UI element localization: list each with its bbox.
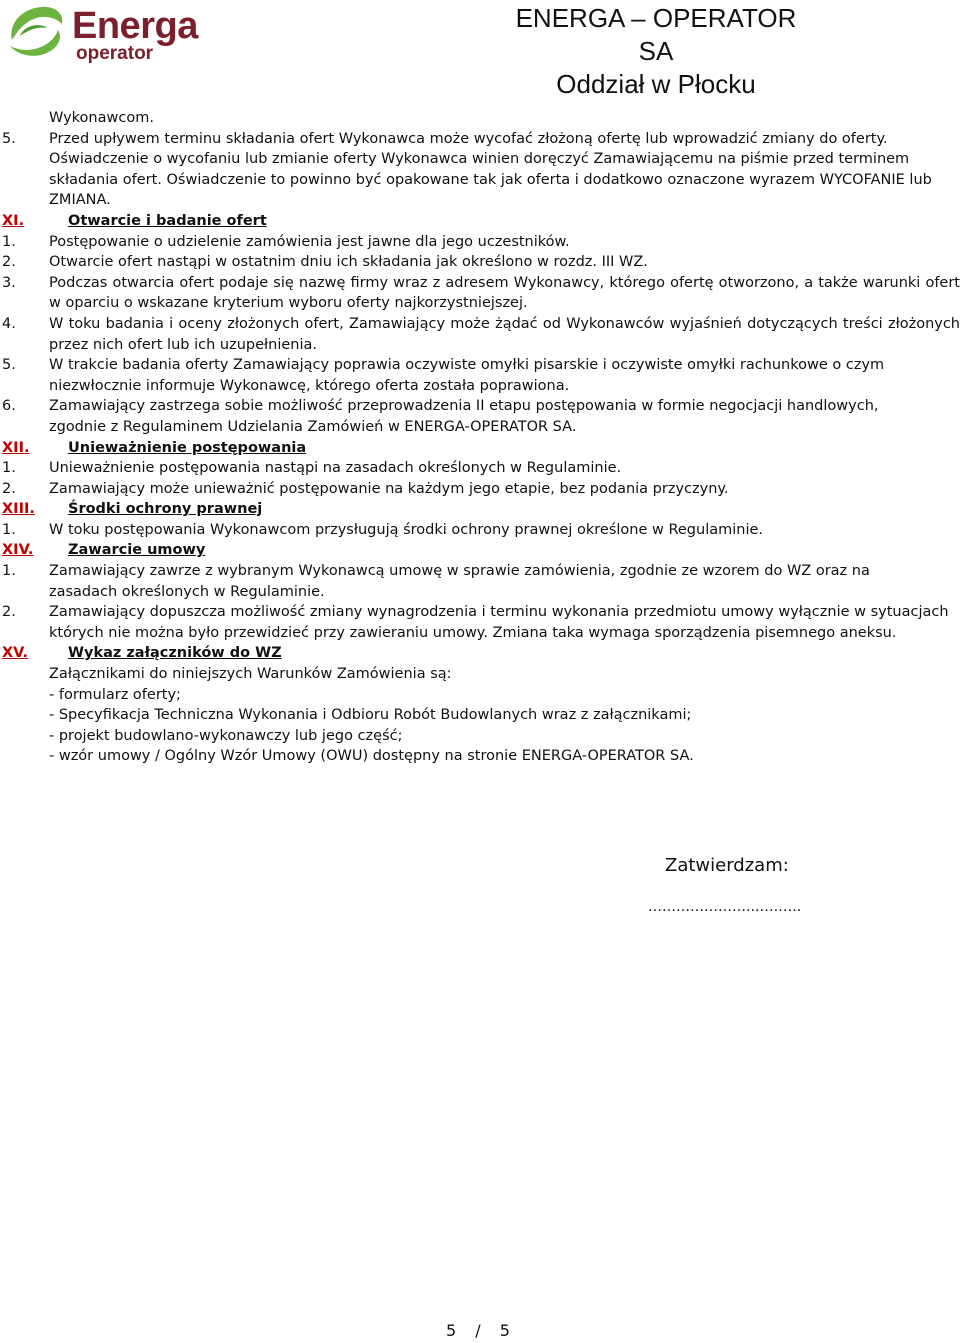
list-item xyxy=(0,355,960,396)
section-heading xyxy=(0,643,960,664)
list-number: 2. xyxy=(2,480,16,497)
list-number: 1. xyxy=(2,563,16,580)
energa-swirl-icon xyxy=(4,2,70,66)
paragraph xyxy=(0,149,960,211)
list-text: Przed upływem terminu składania ofert Wykonawca może wycofać złożoną ofertę lub wprowadzić zmiany do oferty. xyxy=(49,130,888,147)
list-text: W trakcie badania oferty Zamawiający poprawia oczywiste omyłki pisarskie i oczywiste omyłki rachunkowe o czym niezwłocznie informuje Wykonawcę, którego oferta została poprawiona. xyxy=(49,357,885,394)
list-number: 1. xyxy=(2,521,16,538)
list-text: Unieważnienie postępowania nastąpi na zasadach określonych w Regulaminie. xyxy=(49,460,622,477)
paragraph xyxy=(0,664,960,685)
paragraph-text: Oświadczenie o wycofaniu lub zmianie oferty Wykonawca winien doręczyć Zamawiającemu na piśmie przed terminem składania ofert. Oświadczenie to powinno być opakowane tak jak oferta i dodatkowo oznaczone wyrazem WYCOFANIE lub ZMIANA. xyxy=(49,151,932,209)
section-number: XV. xyxy=(2,645,29,662)
list-item xyxy=(0,252,960,273)
section-title: Zawarcie umowy xyxy=(68,542,206,559)
list-item xyxy=(0,726,960,747)
list-text: Zamawiający zastrzega sobie możliwość przeprowadzenia II etapu postępowania w formie negocjacji handlowych, zgodnie z Regulaminem Udzielania Zamówień w ENERGA-OPERATOR SA. xyxy=(49,398,879,435)
list-number: 5. xyxy=(2,130,16,147)
document-body xyxy=(0,108,960,767)
list-item xyxy=(0,602,960,643)
section-heading xyxy=(0,540,960,561)
logo-subtitle: operator xyxy=(76,43,154,64)
attachments-intro: Załącznikami do niniejszych Warunków Zamówienia są: xyxy=(49,666,452,683)
section-number: XII. xyxy=(2,439,30,456)
list-number: 1. xyxy=(2,460,16,477)
section-number: XIII. xyxy=(2,501,35,518)
list-item xyxy=(0,746,960,767)
list-item xyxy=(0,273,960,314)
list-number: 2. xyxy=(2,254,16,271)
attachment-item: - wzór umowy / Ogólny Wzór Umowy (OWU) dostępny na stronie ENERGA-OPERATOR SA. xyxy=(49,748,694,765)
list-text: Podczas otwarcia ofert podaje się nazwę firmy wraz z adresem Wykonawcy, którego ofertę otworzono, a także warunki ofert w oparciu o wskazane kryterium wyboru oferty najkorzystniejszej. xyxy=(49,274,960,312)
list-item xyxy=(0,232,960,253)
list-number: 3. xyxy=(2,274,16,291)
paragraph xyxy=(0,108,960,129)
energa-operator-logo xyxy=(4,2,204,68)
section-title: Wykaz załączników do WZ xyxy=(68,645,282,662)
list-text: Otwarcie ofert nastąpi w ostatnim dniu ich składania jak określono w rozdz. III WZ. xyxy=(49,254,648,271)
company-name: ENERGA – OPERATOR SA xyxy=(515,3,797,66)
section-number: XIV. xyxy=(2,542,34,559)
section-heading xyxy=(0,211,960,232)
list-item xyxy=(0,520,960,541)
list-text: Zamawiający może unieważnić postępowanie na każdym jego etapie, bez podania przyczyny. xyxy=(49,480,729,497)
list-item xyxy=(0,685,960,706)
page-number: 5 / 5 xyxy=(446,1321,510,1340)
list-item xyxy=(0,314,960,355)
list-number: 5. xyxy=(2,357,16,374)
attachment-item: - projekt budowlano-wykonawczy lub jego część; xyxy=(49,727,403,744)
section-heading xyxy=(0,438,960,459)
branch-name: Oddział w Płocku xyxy=(556,69,756,99)
list-item xyxy=(0,561,960,602)
list-item xyxy=(0,129,960,150)
paragraph-text: Wykonawcom. xyxy=(49,110,154,126)
list-text: Zamawiający dopuszcza możliwość zmiany wynagrodzenia i terminu wykonania przedmiotu umowy wyłącznie w sytuacjach których nie można było przewidzieć przy zawieraniu umowy. Zmiana taka wymaga sporządzenia pisemnego aneksu. xyxy=(49,604,949,641)
section-title: Unieważnienie postępowania xyxy=(68,439,307,456)
list-item xyxy=(0,458,960,479)
list-number: 4. xyxy=(2,315,16,332)
page-header xyxy=(496,2,816,101)
list-item xyxy=(0,396,960,437)
section-heading xyxy=(0,499,960,520)
attachment-item: - Specyfikacja Techniczna Wykonania i Odbioru Robót Budowlanych wraz z załącznikami; xyxy=(49,707,692,724)
section-number: XI. xyxy=(2,212,25,229)
list-text: W toku badania i oceny złożonych ofert, Zamawiający może żądać od Wykonawców wyjaśnień dotyczących treści złożonych przez nich ofert lub ich uzupełnienia. xyxy=(49,315,960,353)
list-text: W toku postępowania Wykonawcom przysługują środki ochrony prawnej określone w Regulaminie. xyxy=(49,521,764,538)
list-item xyxy=(0,479,960,500)
logo-wordmark: Energa xyxy=(72,5,198,47)
section-title: Otwarcie i badanie ofert xyxy=(68,212,267,229)
list-number: 1. xyxy=(2,233,16,250)
approval-label: Zatwierdzam: xyxy=(665,855,789,876)
list-number: 6. xyxy=(2,398,16,415)
attachment-item: - formularz oferty; xyxy=(49,686,181,703)
section-title: Środki ochrony prawnej xyxy=(68,501,263,518)
signature-line: …………………..………. xyxy=(648,899,802,915)
list-text: Postępowanie o udzielenie zamówienia jest jawne dla jego uczestników. xyxy=(49,233,570,250)
list-item xyxy=(0,705,960,726)
list-text: Zamawiający zawrze z wybranym Wykonawcą umowę w sprawie zamówienia, zgodnie ze wzorem do WZ oraz na zasadach określonych w Regulaminie. xyxy=(49,563,870,600)
list-number: 2. xyxy=(2,604,16,621)
